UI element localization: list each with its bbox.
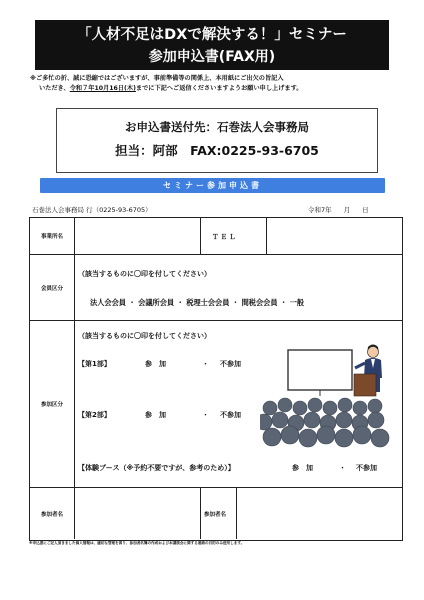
participation-label: 参加区分	[30, 321, 75, 487]
part2-attend[interactable]: 参 加	[145, 411, 166, 419]
title-line1: 「人材不足はDXで解決する！」セミナー	[77, 27, 347, 43]
part2-absent[interactable]: 不参加	[220, 411, 241, 419]
divider	[200, 218, 201, 254]
part1-label: 【第1部】	[78, 360, 111, 368]
membership-label: 会員区分	[30, 255, 75, 320]
notice-deadline: 令和７年10月16日(木)	[69, 85, 136, 92]
part1-sep: ・	[202, 360, 209, 368]
booth-attend[interactable]: 参 加	[292, 464, 313, 472]
divider	[266, 218, 267, 254]
divider	[236, 488, 237, 539]
part2-sep: ・	[202, 411, 209, 419]
section-header: セミナー参加申込書	[40, 178, 385, 193]
tel-label: ＴＥＬ	[212, 233, 238, 241]
participant-label-1: 参加者名	[30, 488, 75, 539]
membership-instruction: （該当するものに〇印を付してください）	[78, 270, 211, 278]
application-form	[29, 217, 403, 541]
tel-field[interactable]	[270, 220, 398, 252]
presenter-audience-illustration	[260, 338, 390, 448]
notice-line2	[30, 84, 405, 94]
membership-row	[30, 255, 402, 321]
address-to: お申込書送付先：石巻法人会事務局	[125, 120, 309, 134]
participant-name-field-1[interactable]	[78, 491, 198, 536]
participation-row	[30, 321, 402, 488]
divider	[200, 488, 201, 539]
notice-line2-post: までに下記へご返信くださいますようお願い申し上げます。	[135, 85, 303, 92]
part2-label: 【第2部】	[78, 411, 111, 419]
address-contact: 担当：阿部 FAX:0225-93-6705	[115, 143, 319, 158]
to-line: 石巻法人会事務局 行（0225-93-6705）	[32, 206, 152, 214]
booth-label: 【体験ブース（※予約不要ですが、参考のため）】	[78, 464, 235, 472]
title-banner	[35, 20, 389, 70]
notice-line2-pre: いただき、	[39, 85, 70, 92]
title-line2: 参加申込書(FAX用)	[148, 49, 276, 65]
booth-absent[interactable]: 不参加	[356, 464, 377, 472]
footnote: ※申込書にご記入頂きました個人情報は、適切な管理を図り、参加者名簿の作成および本講演会に関する連絡の目的のみ使用します。	[29, 541, 245, 545]
participant-row	[30, 488, 402, 539]
date-month: 月	[343, 206, 351, 214]
notice-text	[30, 74, 405, 94]
notice-line1: ※ご多忙の折、誠に恐縮ではございますが、事前準備等の関係上、本用紙にご出欠の旨記入	[30, 75, 284, 82]
part1-attend[interactable]: 参 加	[145, 360, 166, 368]
participation-instruction: （該当するものに〇印を付してください）	[78, 332, 211, 340]
participant-name-field-2[interactable]	[240, 491, 398, 536]
membership-options[interactable]: 法人会会員 ・ 会議所会員 ・ 税理士会会員 ・ 間税会会員 ・ 一般	[90, 298, 305, 307]
participant-label-2: 参加者名	[204, 512, 227, 518]
part1-absent[interactable]: 不参加	[220, 360, 241, 368]
booth-sep: ・	[339, 464, 346, 472]
business-row	[30, 218, 402, 255]
date-line	[308, 205, 381, 214]
address-box	[56, 108, 378, 173]
business-label: 事業所名	[30, 218, 75, 254]
date-era: 令和7年	[308, 206, 332, 214]
business-name-field[interactable]	[78, 220, 198, 252]
date-day: 日	[362, 206, 369, 214]
